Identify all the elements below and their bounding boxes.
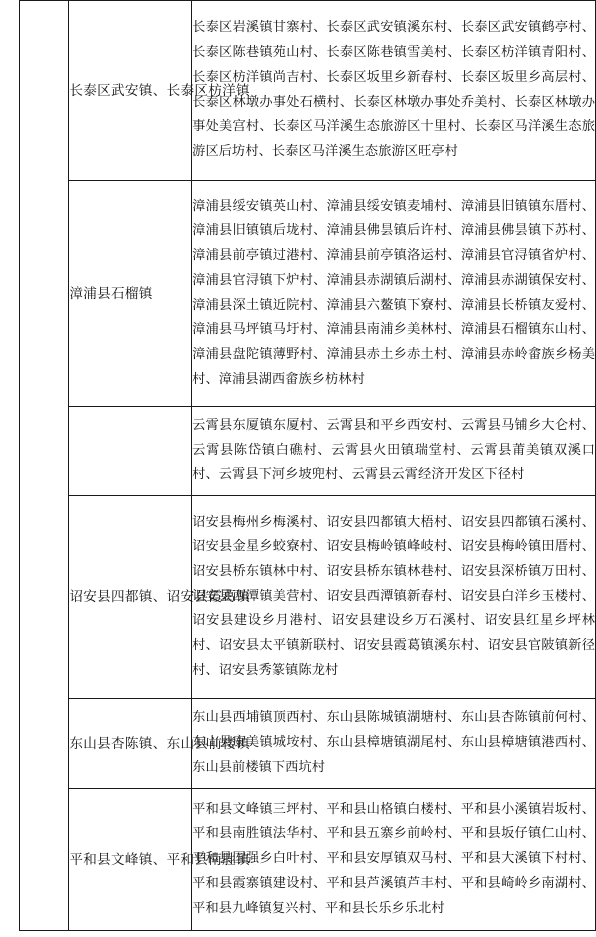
village-list: 漳浦县绥安镇英山村、漳浦县绥安镇麦埔村、漳浦县旧镇镇东厝村、漳浦县旧镇镇后垅村、漳浦县佛昙镇后许村、漳浦县佛昙镇下苏村、漳浦县前亭镇过港村、漳浦县前亭镇洛运村、漳浦县官浔镇省炉村、漳浦县官浔镇下炉村、漳浦县赤湖镇后湖村、漳浦县赤湖镇保安村、漳浦县深土镇近院村、漳浦县六鳌镇下寮村、漳浦县长桥镇友爱村、漳浦县马坪镇马圩村、漳浦县南浦乡美林村、漳浦县石榴镇东山村、漳浦县盘陀镇薄野村、漳浦县赤土乡赤土村、漳浦县赤岭畲族乡杨美村、漳浦县湖西畲族乡枋林村 — [192, 198, 595, 387]
villages-cell — [192, 496, 596, 699]
area-cell — [69, 1, 250, 181]
table-row — [20, 789, 596, 931]
villages-cell — [192, 181, 596, 407]
area-cell — [69, 496, 250, 699]
region-village-table — [19, 0, 596, 931]
area-name: 长泰区武安镇、长泰区枋洋镇 — [69, 82, 250, 99]
village-list: 长泰区岩溪镇甘寨村、长泰区武安镇溪东村、长泰区武安镇鹤亭村、长泰区陈巷镇苑山村、长泰区陈巷镇雪美村、长泰区枋洋镇青阳村、长泰区枋洋镇尚吉村、长泰区坂里乡新春村、长泰区坂里乡高层村、长泰区林墩办事处石横村、长泰区林墩办事处乔美村、长泰区林墩办事处美宫村、长泰区马洋溪生态旅游区十里村、长泰区马洋溪生态旅游区后坊村、长泰区马洋溪生态旅游区旺亭村 — [192, 20, 595, 159]
villages-cell — [192, 699, 596, 789]
villages-cell — [192, 407, 596, 496]
villages-cell — [192, 789, 596, 931]
area-cell — [69, 699, 250, 789]
page-margin — [0, 0, 19, 937]
area-cell — [69, 407, 192, 496]
area-name: 漳浦县石榴镇 — [69, 285, 153, 302]
table-row — [20, 1, 596, 181]
area-cell — [69, 181, 192, 407]
village-list: 诏安县梅州乡梅溪村、诏安县四都镇大梧村、诏安县四都镇石溪村、诏安县金星乡蛟寮村、诏安县梅岭镇峰岐村、诏安县梅岭镇田厝村、诏安县桥东镇林中村、诏安县桥东镇林巷村、诏安县深桥镇万田村、诏安县西潭镇美营村、诏安县西潭镇新春村、诏安县白洋乡玉楼村、诏安县建设乡月港村、诏安县建设乡万石溪村、诏安县红星乡坪林村、诏安县太平镇新联村、诏安县霞葛镇溪东村、诏安县官陂镇新径村、诏安县秀篆镇陈龙村 — [192, 514, 595, 678]
village-list: 东山县西埔镇顶西村、东山县陈城镇湖塘村、东山县杏陈镇前何村、东山县康美镇城垵村、东山县樟塘镇湖尾村、东山县樟塘镇港西村、东山县前楼镇下西坑村 — [192, 710, 595, 775]
table-row — [20, 699, 596, 789]
area-name: 东山县杏陈镇、东山县前楼镇 — [69, 735, 250, 752]
village-list: 平和县文峰镇三坪村、平和县山格镇白楼村、平和县小溪镇岩坂村、平和县南胜镇法华村、平和县五寨乡前岭村、平和县坂仔镇仁山村、平和县国强乡白叶村、平和县安厚镇双马村、平和县大溪镇下村村、平和县霞寨镇建设村、平和县芦溪镇芦丰村、平和县崎岭乡南湖村、平和县九峰镇复兴村、平和县长乐乡乐北村 — [192, 801, 595, 916]
area-name: 平和县文峰镇、平和县南胜镇 — [69, 851, 250, 868]
area-name: 诏安县四都镇、诏安县霞葛镇 — [69, 589, 250, 605]
blank-column-cell — [20, 1, 69, 931]
village-list: 云霄县东厦镇东厦村、云霄县和平乡西安村、云霄县马铺乡大仑村、云霄县陈岱镇白礁村、云霄县火田镇瑞堂村、云霄县莆美镇双溪口村、云霄县下河乡坡兜村、云霄县云霄经济开发区下径村 — [192, 417, 595, 483]
villages-cell — [192, 1, 596, 181]
area-cell — [69, 789, 250, 931]
table-row — [20, 496, 596, 699]
table-row — [20, 407, 596, 496]
table-row — [20, 181, 596, 407]
